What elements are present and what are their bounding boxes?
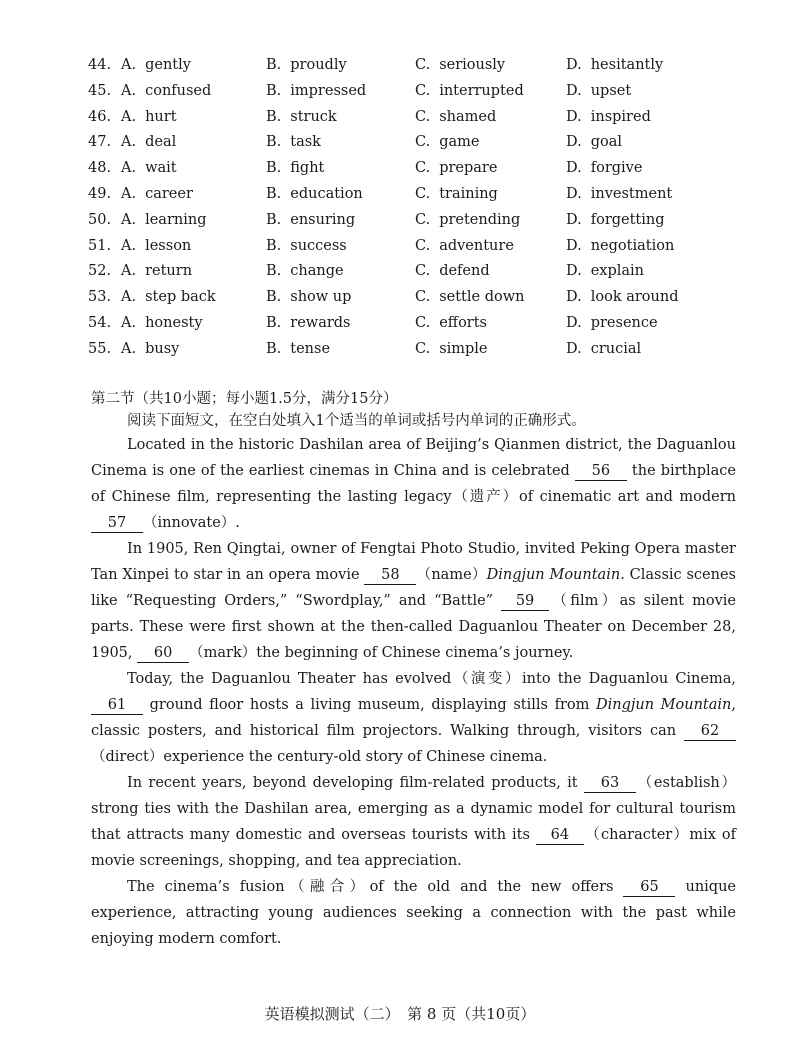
section-two	[91, 388, 736, 952]
option-b	[266, 238, 347, 254]
option-letter: C.	[415, 211, 431, 228]
option-a	[121, 315, 203, 331]
option-c	[415, 134, 479, 150]
option-text: show up	[290, 289, 352, 306]
option-letter: A.	[121, 237, 137, 254]
passage-paragraph: In 1905, Ren Qingtai, owner of Fengtai Photo Studio, invited Peking Opera master Tan Xinpei to star in an opera movie 58 （name）Dingjun Mountain. Classic scenes like “Requesting Orders,” “Swordplay,” and “Battle” 59 （film）as silent movie parts. These were first shown at the then-called Daguanlou Theater on December 28, 1905, 60 （mark）the beginning of Chinese cinema’s journey.	[91, 541, 736, 661]
option-text: struck	[290, 108, 337, 125]
option-text: negotiation	[590, 237, 675, 254]
option-text: prepare	[439, 160, 498, 177]
option-c	[415, 83, 524, 99]
passage-paragraph: In recent years, beyond developing film-related products, it 63 （establish）strong ties with the Dashilan area, emerging as a dynamic model for cultural tourism that attracts many domestic and overseas tourists with its 64 （character）mix of movie screenings, shopping, and tea appreciation.	[91, 775, 736, 869]
option-letter: B.	[266, 237, 282, 254]
option-d	[566, 289, 678, 305]
option-text: forgive	[590, 160, 643, 177]
blank-64[interactable]: 64	[536, 826, 584, 845]
option-letter: A.	[121, 263, 137, 280]
option-letter: C.	[415, 314, 431, 331]
option-letter: A.	[121, 160, 137, 177]
blank-58[interactable]: 58	[364, 566, 416, 585]
option-c	[415, 238, 514, 254]
option-c	[415, 160, 497, 176]
option-a	[121, 186, 193, 202]
option-letter: B.	[266, 263, 282, 280]
option-a	[121, 263, 192, 279]
option-letter: C.	[415, 57, 431, 73]
question-number: 45.	[88, 82, 112, 99]
option-b	[266, 263, 344, 279]
option-text: rewards	[290, 314, 351, 331]
option-d	[566, 109, 651, 125]
blank-65[interactable]: 65	[623, 878, 675, 897]
option-text: forgetting	[590, 211, 665, 228]
option-a	[121, 238, 191, 254]
option-a	[121, 212, 207, 228]
option-d	[566, 83, 631, 99]
option-text: gently	[145, 57, 191, 73]
option-c	[415, 341, 488, 357]
option-letter: B.	[266, 160, 282, 177]
option-text: hesitantly	[590, 57, 664, 73]
option-text: adventure	[439, 237, 514, 254]
section-heading: 第二节（共10小题；每小题1.5分，满分15分）	[91, 391, 398, 407]
movie-title: Dingjun Mountain	[595, 697, 732, 713]
option-letter: C.	[415, 134, 431, 151]
option-d	[566, 315, 658, 331]
option-letter: C.	[415, 237, 431, 254]
option-d	[566, 263, 644, 279]
option-b	[266, 315, 351, 331]
option-letter: A.	[121, 211, 137, 228]
question-number: 50.	[88, 211, 112, 228]
option-b	[266, 57, 347, 73]
option-d	[566, 212, 665, 228]
option-letter: B.	[266, 289, 282, 306]
option-letter: B.	[266, 108, 282, 125]
option-letter: C.	[415, 289, 431, 306]
option-text: crucial	[590, 340, 642, 357]
option-letter: A.	[121, 340, 137, 357]
option-text: presence	[590, 314, 658, 331]
option-c	[415, 109, 496, 125]
blank-57[interactable]: 57	[91, 514, 143, 533]
question-number: 44.	[88, 57, 112, 73]
option-a	[121, 57, 191, 73]
option-letter: D.	[566, 160, 582, 177]
option-letter: C.	[415, 340, 431, 357]
blank-56[interactable]: 56	[575, 462, 627, 481]
option-d	[566, 341, 641, 357]
option-text: honesty	[145, 314, 203, 331]
option-letter: A.	[121, 57, 137, 73]
option-text: hurt	[145, 108, 177, 125]
option-d	[566, 238, 674, 254]
option-b	[266, 289, 351, 305]
option-a	[121, 109, 177, 125]
option-d	[566, 160, 642, 176]
option-letter: A.	[121, 134, 137, 151]
option-letter: D.	[566, 57, 582, 73]
option-text: efforts	[439, 314, 487, 331]
option-text: career	[145, 185, 193, 202]
option-b	[266, 160, 324, 176]
option-text: investment	[590, 185, 673, 202]
blank-63[interactable]: 63	[584, 774, 636, 793]
option-letter: A.	[121, 82, 137, 99]
option-letter: B.	[266, 314, 282, 331]
option-text: return	[145, 263, 193, 280]
option-b	[266, 212, 355, 228]
question-number: 55.	[88, 340, 112, 357]
question-number: 52.	[88, 263, 112, 280]
option-d	[566, 57, 663, 73]
passage-paragraph: Located in the historic Dashilan area of Beijing’s Qianmen district, the Daguanlou Cinema is one of the earliest cinemas in China and is celebrated 56 the birthplace of Chinese film, representing the lasting legacy（遗产）of cinematic art and modern 57 （innovate）.	[91, 437, 736, 531]
option-letter: B.	[266, 340, 282, 357]
option-text: upset	[590, 82, 632, 99]
option-letter: D.	[566, 314, 582, 331]
option-text: learning	[145, 211, 207, 228]
option-letter: D.	[566, 134, 582, 151]
question-number: 54.	[88, 314, 112, 331]
movie-title: Dingjun Mountain	[486, 567, 621, 583]
option-letter: D.	[566, 185, 582, 202]
blank-61[interactable]: 61	[91, 696, 143, 715]
passage-paragraph: Today, the Daguanlou Theater has evolved（演变）into the Daguanlou Cinema, 61 ground floor hosts a living museum, displaying stills from Dingjun Mountain, classic posters, and historical film projectors. Walking through, visitors can 62（direct）experience the century-old story of Chinese cinema.	[91, 671, 736, 765]
question-number: 47.	[88, 134, 112, 151]
option-c	[415, 263, 490, 279]
option-c	[415, 315, 487, 331]
option-text: interrupted	[439, 82, 524, 99]
option-letter: B.	[266, 57, 282, 73]
option-text: confused	[145, 82, 212, 99]
option-text: simple	[439, 340, 488, 357]
option-letter: C.	[415, 160, 431, 177]
question-number: 51.	[88, 237, 112, 254]
option-b	[266, 134, 321, 150]
option-text: deal	[145, 134, 177, 151]
option-text: task	[290, 134, 321, 151]
question-number: 46.	[88, 108, 112, 125]
option-letter: D.	[566, 289, 582, 306]
page-footer: 英语模拟测试（二） 第 8 页（共10页）	[264, 1005, 536, 1023]
option-text: change	[290, 263, 344, 280]
option-text: inspired	[590, 108, 651, 125]
option-letter: B.	[266, 82, 282, 99]
option-c	[415, 186, 498, 202]
option-text: lesson	[145, 237, 192, 254]
option-letter: A.	[121, 314, 137, 331]
option-text: look around	[590, 289, 679, 306]
option-d	[566, 134, 622, 150]
option-letter: C.	[415, 263, 431, 280]
option-letter: B.	[266, 185, 282, 202]
blank-62[interactable]: 62	[684, 722, 736, 741]
option-letter: D.	[566, 108, 582, 125]
option-text: success	[290, 237, 347, 254]
option-text: shamed	[439, 108, 497, 125]
option-letter: B.	[266, 211, 282, 228]
option-letter: D.	[566, 340, 582, 357]
option-c	[415, 289, 524, 305]
option-text: ensuring	[290, 211, 356, 228]
option-text: wait	[145, 160, 177, 177]
question-number: 48.	[88, 160, 112, 177]
blank-60[interactable]: 60	[137, 644, 189, 663]
option-letter: D.	[566, 263, 582, 280]
option-text: seriously	[439, 57, 506, 73]
option-letter: A.	[121, 108, 137, 125]
option-letter: C.	[415, 82, 431, 99]
option-text: training	[439, 185, 498, 202]
option-letter: C.	[415, 108, 431, 125]
option-text: education	[290, 185, 363, 202]
option-letter: A.	[121, 185, 137, 202]
option-letter: C.	[415, 185, 431, 202]
option-text: proudly	[290, 57, 347, 73]
option-text: settle down	[439, 289, 525, 306]
option-a	[121, 83, 211, 99]
option-text: fight	[290, 160, 325, 177]
option-text: explain	[590, 263, 645, 280]
option-a	[121, 134, 176, 150]
option-a	[121, 160, 177, 176]
option-a	[121, 341, 179, 357]
option-text: impressed	[290, 82, 367, 99]
option-b	[266, 109, 337, 125]
option-text: pretending	[439, 211, 521, 228]
option-letter: A.	[121, 289, 137, 306]
option-c	[415, 212, 520, 228]
option-text: step back	[145, 289, 216, 306]
option-b	[266, 83, 366, 99]
option-a	[121, 289, 216, 305]
option-c	[415, 57, 505, 73]
option-text: game	[439, 134, 480, 151]
question-number: 53.	[88, 289, 112, 306]
option-text: defend	[439, 263, 490, 280]
option-letter: D.	[566, 237, 582, 254]
option-d	[566, 186, 672, 202]
option-text: goal	[590, 134, 623, 151]
option-text: tense	[290, 340, 331, 357]
question-number: 49.	[88, 185, 112, 202]
section-instruction: 阅读下面短文，在空白处填入1个适当的单词或括号内单词的正确形式。	[127, 413, 586, 429]
option-letter: B.	[266, 134, 282, 151]
blank-59[interactable]: 59	[501, 592, 549, 611]
option-b	[266, 341, 330, 357]
option-b	[266, 186, 363, 202]
option-letter: D.	[566, 211, 582, 228]
option-letter: D.	[566, 82, 582, 99]
option-text: busy	[145, 340, 180, 357]
passage-paragraph: The cinema’s fusion（融合）of the old and the new offers 65 unique experience, attracting young audiences seeking a connection with the past while enjoying modern comfort.	[91, 879, 736, 947]
